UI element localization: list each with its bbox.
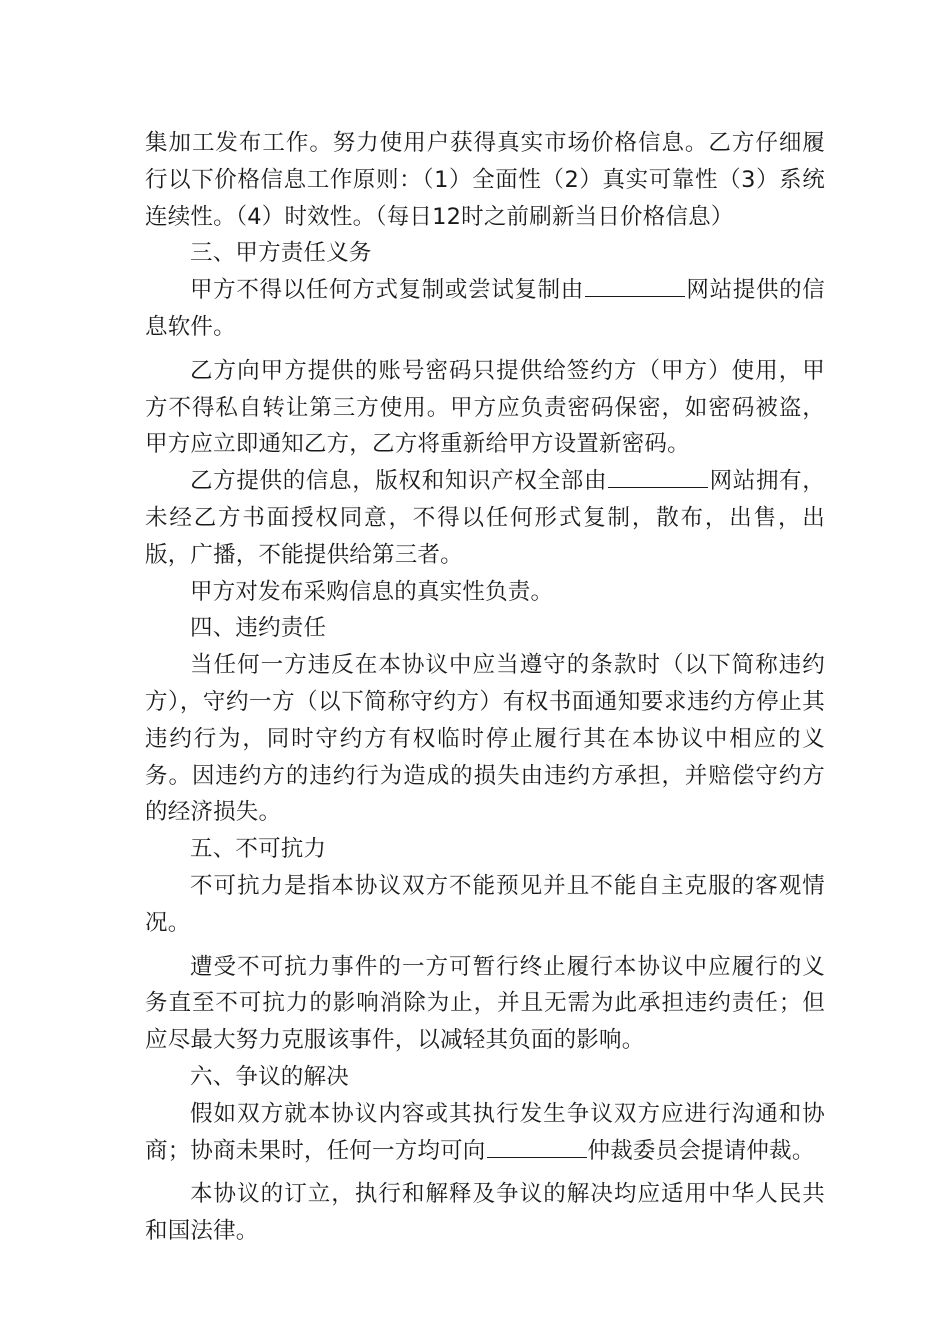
paragraph-price-info-principles: 集加工发布工作。努力使用户获得真实市场价格信息。乙方仔细履行以下价格信息工作原则：（1）全面性（2）真实可靠性（3）系统连续性。（4）时效性。（每日12时之前刷新当日价格信息） bbox=[145, 130, 825, 230]
blank-website-name bbox=[608, 463, 708, 488]
paragraph-force-majeure-effects: 遭受不可抗力事件的一方可暂行终止履行本协议中应履行的义务直至不可抗力的影响消除为止，并且无需为此承担违约责任；但应尽最大努力克服该事件，以减轻其负面的影响。 bbox=[145, 953, 825, 1054]
paragraph-copyright: 乙方提供的信息，版权和知识产权全部由 网站拥有，未经乙方书面授权同意，不得以任何形式复制，散布，出售，出版，广播，不能提供给第三者。 bbox=[145, 463, 825, 573]
section-heading-breach-liability: 四、违约责任 bbox=[190, 615, 327, 642]
paragraph-force-majeure-definition: 不可抗力是指本协议双方不能预见并且不能自主克服的客观情况。 bbox=[145, 872, 825, 936]
document-page bbox=[145, 125, 825, 1250]
paragraph-governing-law: 本协议的订立，执行和解释及争议的解决均应适用中华人民共和国法律。 bbox=[145, 1181, 825, 1245]
blank-arbitration-commission bbox=[487, 1133, 587, 1158]
paragraph-account-password: 乙方向甲方提供的账号密码只提供给签约方（甲方）使用，甲方不得私自转让第三方使用。甲方应负责密码保密，如密码被盗，甲方应立即通知乙方，乙方将重新给甲方设置新密码。 bbox=[145, 357, 825, 458]
section-heading-party-a-obligations: 三、甲方责任义务 bbox=[190, 240, 372, 267]
paragraph-purchase-info-authenticity: 甲方对发布采购信息的真实性负责。 bbox=[190, 578, 554, 605]
paragraph-breach: 当任何一方违反在本协议中应当遵守的条款时（以下简称违约方），守约一方（以下简称守约方）有权书面通知要求违约方停止其违约行为，同时守约方有权临时停止履行其在本协议中相应的义务。因违约方的违约行为造成的损失由违约方承担，并赔偿守约方的经济损失。 bbox=[145, 652, 825, 826]
section-heading-force-majeure: 五、不可抗力 bbox=[190, 836, 327, 863]
paragraph-no-copy: 甲方不得以任何方式复制或尝试复制由 网站提供的信息软件。 bbox=[145, 272, 825, 346]
paragraph-arbitration: 假如双方就本协议内容或其执行发生争议双方应进行沟通和协商；协商未果时，任何一方均可向 仲裁委员会提请仲裁。 bbox=[145, 1100, 825, 1164]
blank-website-name bbox=[585, 272, 685, 297]
section-heading-dispute-resolution: 六、争议的解决 bbox=[190, 1063, 349, 1090]
